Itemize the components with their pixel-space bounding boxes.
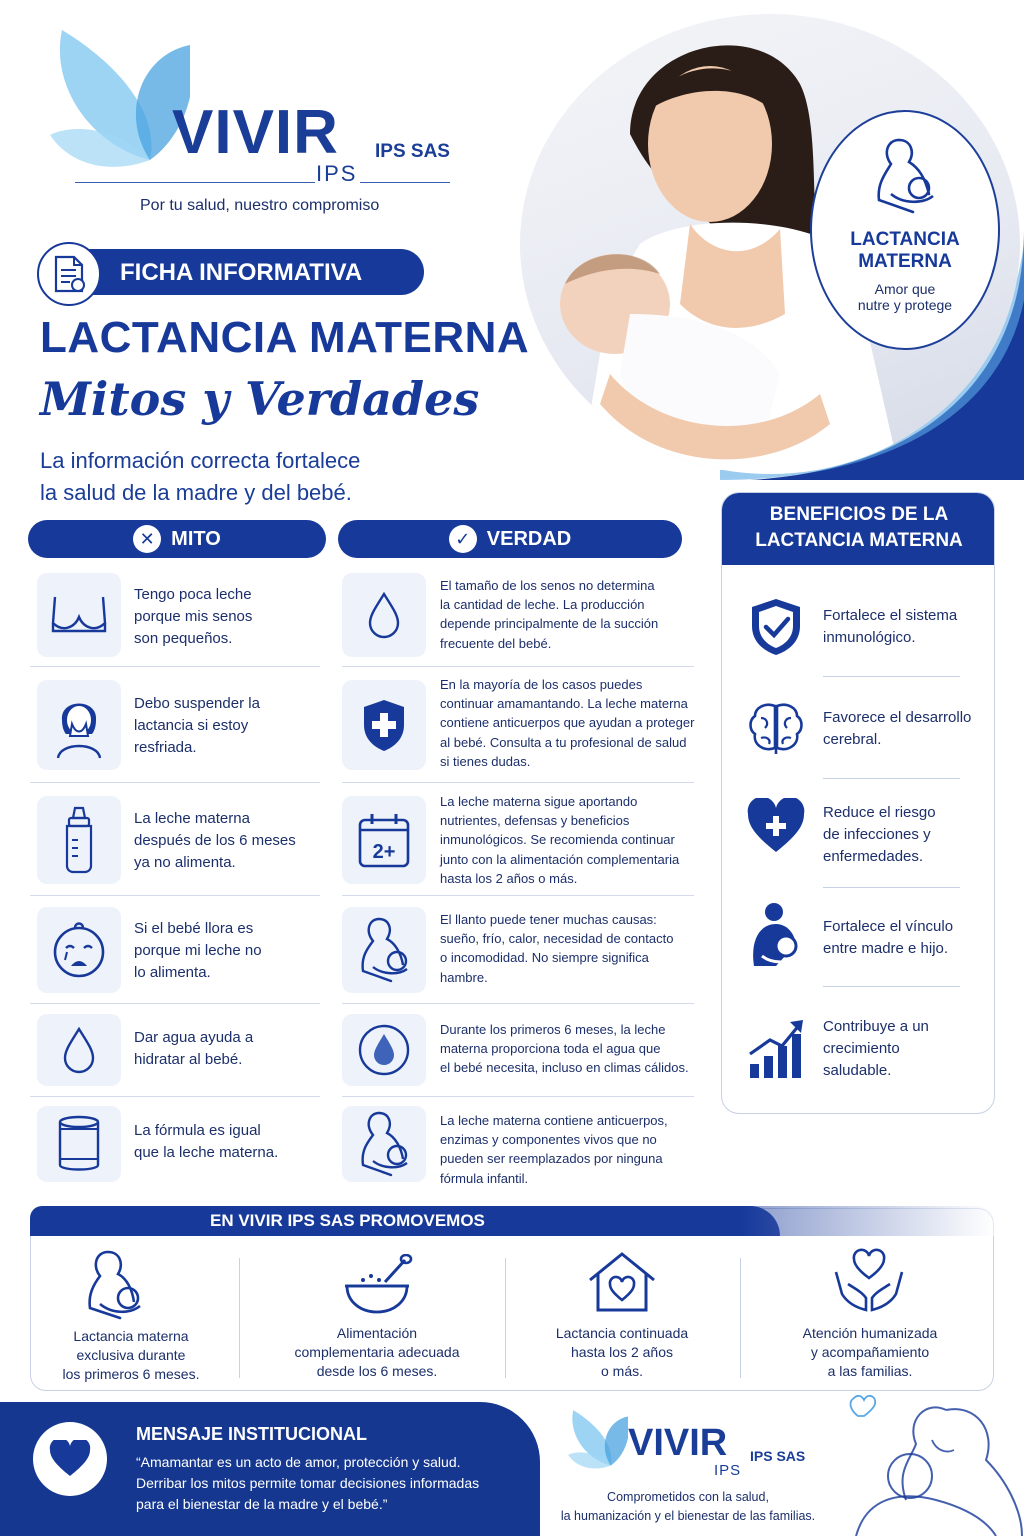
hero-badge-text-2: nutre y protege [857,297,953,313]
truth-text: El tamaño de los senos no determina la cantidad de leche. La producción depende principalmente de la succión frecuente del bebé. [440,578,659,651]
intro-line-2: la salud de la madre y del bebé. [40,480,352,505]
brand-logo [50,25,470,225]
brain-icon [747,700,805,756]
footer-title: MENSAJE INSTITUCIONAL [136,1424,368,1444]
truth-icon-box [342,573,426,657]
truth-icon-box [342,796,426,884]
calendar-label: 2+ [372,841,396,863]
ficha-label: FICHA INFORMATIVA [120,259,363,286]
myth-text: Tengo poca leche porque mis senos son pequeños. [134,586,253,647]
truth-icon-box [342,907,426,993]
benefit-text: Favorece el desarrollo cerebral. [823,709,972,748]
logo-divider [75,182,315,183]
truth-text: El llanto puede tener muchas causas: sueño, frío, calor, necesidad de contacto o incomodidad. No siempre significa hambre. [440,912,674,985]
logo-divider-right [360,182,450,183]
myth-icon-box [37,796,121,884]
bowl-spoon-icon [343,1254,413,1316]
promote-header: EN VIVIR IPS SAS PROMOVEMOS [30,1206,780,1236]
promote-text: Alimentación complementaria adecuada desde los 6 meses. [294,1325,460,1379]
myth-text: Si el bebé llora es porque mi leche no lo alimenta. [134,920,262,981]
truth-icon-box [342,1106,426,1182]
myth-label: MITO [171,527,221,550]
myth-text: Dar agua ayuda a hidratar al bebé. [134,1029,254,1068]
baby-bottle-icon [60,806,98,874]
truth-text: En la mayoría de los casos puedes continuar amamantando. La leche materna contiene anticuerpos que ayudan a proteger al bebé. Consulta a tu profesional de salud si tienes dudas. [440,677,695,769]
promote-text: Lactancia materna exclusiva durante los primeros 6 meses. [62,1328,200,1382]
footer-brand-name: VIVIR [628,1422,728,1464]
drop-icon [61,1026,97,1074]
drop-circle-icon [356,1022,412,1078]
truth-icon-box [342,1014,426,1086]
brand-name: VIVIR [172,98,339,167]
promote-text: Atención humanizada y acompañamiento a las familias. [802,1325,938,1379]
promote-header-fade [740,1206,994,1236]
shield-check-icon [748,596,804,658]
truth-icon-box [342,680,426,770]
truth-column-header [338,520,682,558]
document-icon [52,255,86,293]
sick-woman-icon [52,690,106,760]
myth-icon-box [37,907,121,993]
drop-icon [366,591,402,639]
footer-logo [568,1408,828,1488]
check-circle-icon: ✓ [449,525,477,553]
document-icon-circle [37,242,101,306]
myth-text: La fórmula es igual que la leche materna. [134,1122,279,1161]
benefits-header: BENEFICIOS DE LA LACTANCIA MATERNA [722,493,995,565]
heart-icon [49,1440,91,1478]
footer-brand-suffix: IPS SAS [750,1448,806,1464]
heart-cross-icon [746,798,806,854]
calendar-icon [356,810,412,870]
footer-quote: “Amamantar es un acto de amor, protección y salud. Derribar los mitos permite tomar decisiones informadas para el bienestar de la madre y el bebé.” [136,1454,480,1512]
myth-icon-box [37,680,121,770]
truth-text: La leche materna sigue aportando nutrientes, defensas y beneficios inmunológicos. Se recomienda continuar junto con la alimentación complementaria hasta los 2 años o más. [440,794,680,886]
brand-tagline: Por tu salud, nuestro compromiso [140,197,380,214]
hands-heart-icon [832,1248,906,1314]
promote-text: Lactancia continuada hasta los 2 años o más. [555,1325,689,1379]
breastfeeding-icon [355,1109,413,1179]
hero-badge [810,110,1000,350]
myth-column-header [28,520,326,558]
brand-sub: IPS [316,161,358,186]
mother-baby-line-illustration [836,1380,1024,1536]
breastfeeding-icon [82,1248,146,1322]
myth-text: La leche materna después de los 6 meses ya no alimenta. [134,810,296,871]
breastfeeding-icon [869,134,941,218]
truth-text: Durante los primeros 6 meses, la leche materna proporciona toda el agua que el bebé necesita, incluso en climas cálidos. [440,1022,689,1076]
hero-badge-text-1: Amor que [874,281,936,297]
myth-icon-box [37,573,121,657]
truth-label: VERDAD [486,527,572,550]
growth-chart-icon [748,1016,806,1080]
mother-child-icon [746,900,804,970]
benefit-text: Fortalece el sistema inmunológico. [823,607,958,646]
shield-cross-icon [360,697,408,753]
page-subtitle: Mitos y Verdades [40,372,480,426]
benefit-text: Fortalece el vínculo entre madre e hijo. [823,918,954,957]
brand-suffix: IPS SAS [375,141,450,162]
benefit-text: Contribuye a un crecimiento saludable. [823,1018,929,1079]
myth-icon-box [37,1014,121,1086]
footer-brand-sub: IPS [714,1462,742,1479]
intro-line-1: La información correcta fortalece [40,448,361,473]
heart-badge [33,1422,107,1496]
leaf-logo-icon [568,1408,628,1472]
benefit-text: Reduce el riesgo de infecciones y enfermedades. [823,804,936,865]
myth-text: Debo suspender la lactancia si estoy resfriada. [134,695,260,756]
bra-icon [49,593,109,637]
myth-icon-box [37,1106,121,1182]
hero-badge-title-1: LACTANCIA [850,229,960,250]
formula-can-icon [56,1115,102,1173]
page-title: LACTANCIA MATERNA [40,313,530,362]
crying-baby-icon [49,920,109,980]
x-circle-icon: ✕ [133,525,161,553]
leaf-logo-icon [50,25,190,175]
hero-badge-title-2: MATERNA [858,251,952,272]
breastfeeding-icon [355,915,413,985]
footer-commit: Comprometidos con la salud, la humanización y el bienestar de las familias. [560,1490,816,1523]
house-heart-icon [586,1250,658,1314]
truth-text: La leche materna contiene anticuerpos, enzimas y componentes vivos que no pueden ser reemplazados por ninguna fórmula infantil. [440,1113,668,1186]
